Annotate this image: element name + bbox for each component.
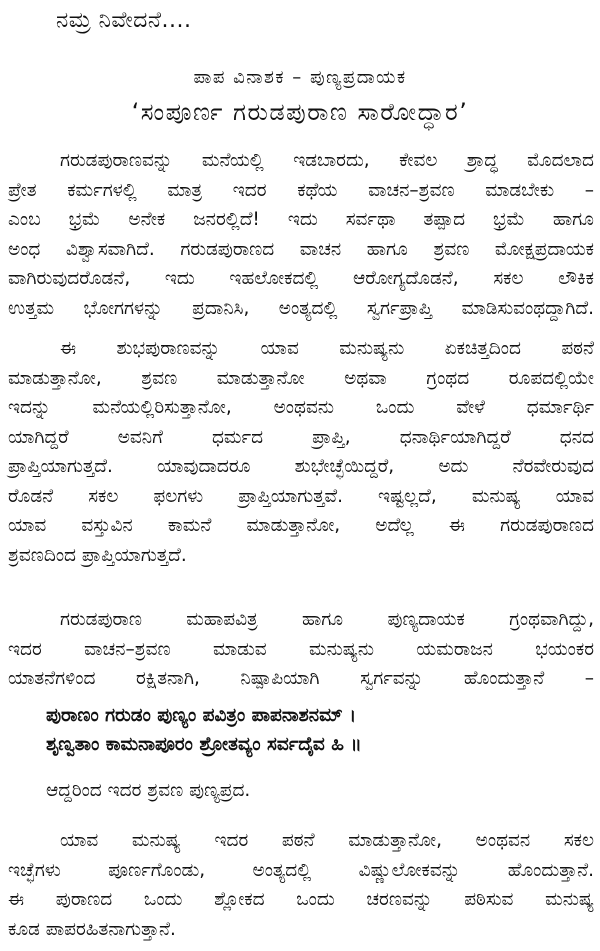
sanskrit-verse bbox=[46, 701, 362, 759]
paragraph-line: ಯಾವ ಮನುಷ್ಯ ಇದರ ಪಠನೆ ಮಾಡುತ್ತಾನೋ, ಅಂಥವನ ಸಕಲ bbox=[60, 830, 594, 851]
paragraph-line: ಅಂಧ ವಿಶ್ವಾಸವಾಗಿದೆ. ಗರುಡಪುರಾಣದ ವಾಚನ ಹಾಗೂ ಶ್ರವಣ ಮೋಕ್ಷಪ್ರದಾಯಕ bbox=[8, 238, 594, 260]
page-heading: ನಮ್ರ ನಿವೇದನೆ.... bbox=[56, 8, 192, 33]
paragraph-line: ಗರುಡಪುರಾಣವನ್ನು ಮನೆಯಲ್ಲಿ ಇಡಬಾರದು, ಕೇವಲ ಶ್ರಾದ್ಧ ಮೊದಲಾದ bbox=[60, 150, 594, 171]
paragraph-line: ಎಂಬ ಭ್ರಮೆ ಅನೇಕ ಜನರಲ್ಲಿದೆ! ಇದು ಸರ್ವಥಾ ತಪ್ಪಾದ ಭ್ರಮೆ ಹಾಗೂ bbox=[8, 209, 594, 230]
paragraph-line: ಯಾಗಿದ್ದರೆ ಅವನಿಗೆ ಧರ್ಮದ ಪ್ರಾಪ್ತಿ, ಧನಾರ್ಥಿಯಾಗಿದ್ದರೆ ಧನದ bbox=[8, 426, 594, 448]
verse-line: ಪುರಾಣಂ ಗರುಡಂ ಪುಣ್ಯಂ ಪವಿತ್ರಂ ಪಾಪನಾಶನಮ್ । bbox=[46, 705, 357, 726]
paragraph-line: ರೊಡನೆ ಸಕಲ ಫಲಗಳು ಪ್ರಾಪ್ತಿಯಾಗುತ್ತವೆ. ಇಷ್ಟಲ್ಲದೆ, ಮನುಷ್ಯ ಯಾವ bbox=[8, 485, 594, 507]
paragraph-line: ಗರುಡಪುರಾಣ ಮಹಾಪವಿತ್ರ ಹಾಗೂ ಪುಣ್ಯದಾಯಕ ಗ್ರಂಥವಾಗಿದ್ದು, bbox=[60, 609, 594, 630]
paragraph-line: ವಾಗಿರುವುದರೊಡನೆ, ಇದು ಇಹಲೋಕದಲ್ಲಿ ಆರೋಗ್ಯದೊಡನೆ, ಸಕಲ ಲೌಕಿಕ bbox=[8, 268, 594, 289]
paragraph-line: ಈ ಪುರಾಣದ ಒಂದು ಶ್ಲೋಕದ ಒಂದು ಚರಣವನ್ನು ಪಠಿಸುವ ಮನುಷ್ಯ bbox=[8, 889, 594, 910]
final-paragraph bbox=[8, 826, 594, 944]
after-verse-line: ಆದ್ದರಿಂದ ಇದರ ಶ್ರವಣ ಪುಣ್ಯಪ್ರದ. bbox=[46, 780, 251, 801]
paragraph-line: ಇಚ್ಛೆಗಳು ಪೂರ್ಣಗೊಂಡು, ಅಂತ್ಯದಲ್ಲಿ ವಿಷ್ಣುಲೋಕವನ್ನು ಹೊಂದುತ್ತಾನೆ. bbox=[8, 859, 594, 881]
subtitle: ಪಾಪ ವಿನಾಶಕ – ಪುಣ್ಯಪ್ರದಾಯಕ bbox=[193, 67, 407, 88]
paragraph-line: ಕೂಡ ಪಾಪರಹಿತನಾಗುತ್ತಾನೆ. bbox=[8, 918, 176, 940]
paragraph-line: ಈ ಶುಭಪುರಾಣವನ್ನು ಯಾವ ಮನುಷ್ಯನು ಏಕಚಿತ್ತದಿಂದ ಪಠನೆ bbox=[60, 338, 594, 359]
paragraph-line: ಯಾತನೆಗಳಿಂದ ರಕ್ಷಿತನಾಗಿ, ನಿಷ್ಪಾಪಿಯಾಗಿ ಸ್ವರ್ಗವನ್ನು ಹೊಂದುತ್ತಾನೆ – bbox=[8, 668, 594, 689]
paragraph-line: ಉತ್ತಮ ಭೋಗಗಳನ್ನು ಪ್ರದಾನಿಸಿ, ಅಂತ್ಯದಲ್ಲಿ ಸ್ವರ್ಗಪ್ರಾಪ್ತಿ ಮಾಡಿಸುವಂಥದ್ದಾಗಿದೆ. bbox=[8, 297, 594, 319]
paragraph-line: ಮಾಡುತ್ತಾನೋ, ಶ್ರವಣ ಮಾಡುತ್ತಾನೋ ಅಥವಾ ಗ್ರಂಥದ ರೂಪದಲ್ಲಿಯೇ bbox=[8, 367, 594, 389]
paragraph-line: ಶ್ರವಣದಿಂದ ಪ್ರಾಪ್ತಿಯಾಗುತ್ತದೆ. bbox=[8, 544, 187, 566]
paragraph-2 bbox=[8, 334, 594, 570]
book-title: ‘ಸಂಪೂರ್ಣ ಗರುಡಪುರಾಣ ಸಾರೋದ್ಧಾರ’ bbox=[131, 98, 469, 126]
paragraph-line: ಇದನ್ನು ಮನೆಯಲ್ಲಿರಿಸುತ್ತಾನೋ, ಅಂಥವನು ಒಂದು ವೇಳೆ ಧರ್ಮಾರ್ಥಿ bbox=[8, 397, 594, 418]
paragraph-line: ಪ್ರೇತ ಕರ್ಮಗಳಲ್ಲಿ ಮಾತ್ರ ಇದರ ಕಥೆಯ ವಾಚನ–ಶ್ರವಣ ಮಾಡಬೇಕು – bbox=[8, 179, 594, 201]
paragraph-line: ಇದರ ವಾಚನ–ಶ್ರವಣ ಮಾಡುವ ಮನುಷ್ಯನು ಯಮರಾಜನ ಭಯಂಕರ bbox=[8, 638, 594, 660]
paragraph-3 bbox=[8, 605, 594, 694]
paragraph-line: ಪ್ರಾಪ್ತಿಯಾಗುತ್ತದೆ. ಯಾವುದಾದರೂ ಶುಭೇಚ್ಛೆಯಿದ್ದರೆ, ಅದು ನೆರವೇರುವುದ bbox=[8, 456, 594, 477]
verse-line: ಶೃಣ್ವತಾಂ ಕಾಮನಾಪೂರಂ ಶ್ರೋತವ್ಯಂ ಸರ್ವದೈವ ಹಿ ॥ bbox=[46, 734, 362, 755]
paragraph-1 bbox=[8, 146, 594, 323]
paragraph-line: ಯಾವ ವಸ್ತುವಿನ ಕಾಮನೆ ಮಾಡುತ್ತಾನೋ, ಅದೆಲ್ಲ ಈ ಗರುಡಪುರಾಣದ bbox=[8, 515, 594, 536]
